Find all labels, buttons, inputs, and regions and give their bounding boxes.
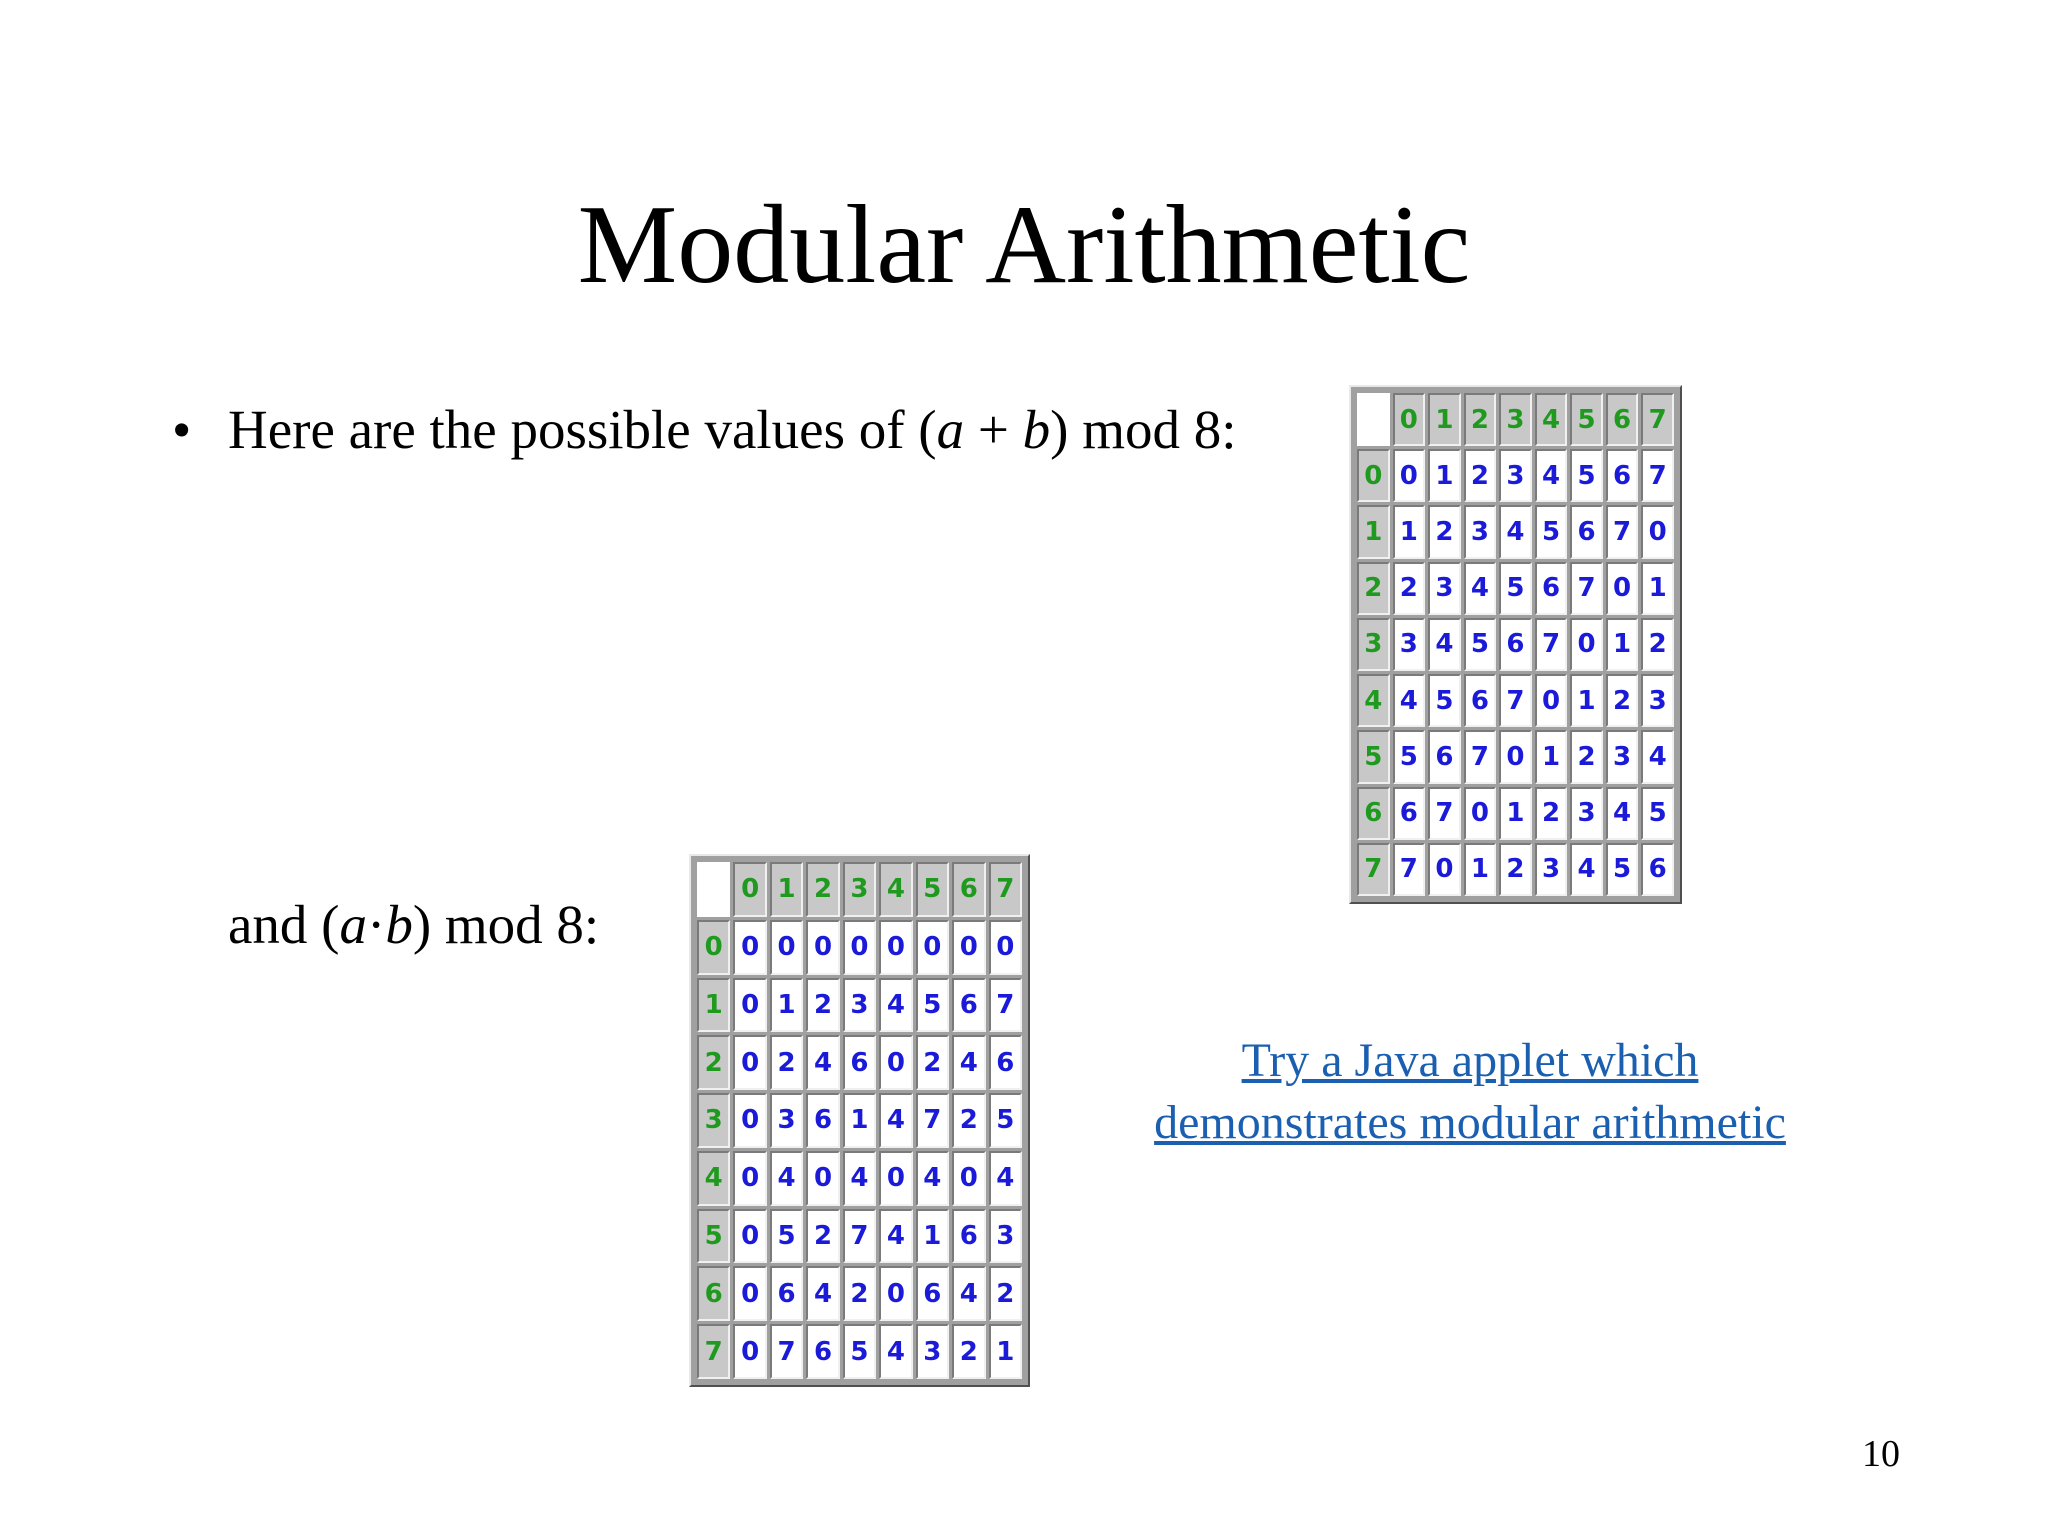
table-cell: 2 (843, 1266, 876, 1321)
table-cell: 1 (916, 1209, 949, 1264)
caption-suffix: ) mod 8: (412, 894, 600, 955)
table-cell: 7 (1570, 562, 1603, 615)
column-header: 2 (806, 862, 839, 917)
link-line-1: Try a Java applet which (1241, 1034, 1699, 1087)
row-header: 6 (1357, 787, 1390, 840)
table-cell: 0 (1641, 505, 1674, 558)
table-cell: 2 (806, 978, 839, 1033)
table-cell: 5 (1606, 843, 1639, 896)
table-row (697, 1035, 1022, 1090)
row-header: 5 (697, 1209, 730, 1264)
table-cell: 4 (1428, 618, 1461, 671)
table-cell: 4 (1535, 449, 1568, 502)
table-cell: 5 (770, 1209, 803, 1264)
table-cell: 3 (1393, 618, 1426, 671)
table-cell: 3 (1641, 674, 1674, 727)
table-cell: 7 (1428, 787, 1461, 840)
table-cell: 0 (733, 1266, 766, 1321)
table-cell: 5 (1428, 674, 1461, 727)
var-b: b (385, 894, 413, 955)
table-cell: 6 (1606, 449, 1639, 502)
table-cell: 0 (733, 1151, 766, 1206)
table-cell: 0 (1393, 449, 1426, 502)
column-header: 2 (1464, 393, 1497, 446)
table-cell: 3 (843, 978, 876, 1033)
table-cell: 1 (770, 978, 803, 1033)
table-cell: 6 (1641, 843, 1674, 896)
addition-grid (1354, 390, 1677, 899)
column-header: 1 (770, 862, 803, 917)
column-header: 6 (952, 862, 985, 917)
table-cell: 6 (1570, 505, 1603, 558)
table-cell: 2 (1464, 449, 1497, 502)
table-cell: 3 (1499, 449, 1532, 502)
table-cell: 4 (1464, 562, 1497, 615)
table-cell: 6 (952, 1209, 985, 1264)
table-row (1357, 843, 1674, 896)
corner-cell (697, 862, 730, 917)
table-cell: 2 (770, 1035, 803, 1090)
table-cell: 3 (1464, 505, 1497, 558)
row-header: 4 (697, 1151, 730, 1206)
table-cell: 1 (1641, 562, 1674, 615)
table-cell: 1 (989, 1324, 1023, 1379)
header-row (697, 862, 1022, 917)
column-header: 3 (843, 862, 876, 917)
addition-table (1349, 385, 1682, 904)
page-number: 10 (1862, 1433, 1900, 1475)
table-row (1357, 787, 1674, 840)
table-cell: 4 (879, 1093, 912, 1148)
table-cell: 7 (989, 978, 1023, 1033)
table-cell: 1 (1606, 618, 1639, 671)
caption-prefix: and ( (228, 894, 340, 955)
table-cell: 7 (843, 1209, 876, 1264)
table-cell: 1 (1393, 505, 1426, 558)
table-cell: 6 (843, 1035, 876, 1090)
table-cell: 3 (770, 1093, 803, 1148)
table-row (1357, 449, 1674, 502)
table-cell: 1 (1499, 787, 1532, 840)
table-cell: 2 (1535, 787, 1568, 840)
table-cell: 3 (1570, 787, 1603, 840)
table-cell: 0 (733, 1093, 766, 1148)
table-cell: 4 (1393, 674, 1426, 727)
dot-operator: · (366, 894, 386, 955)
row-header: 6 (697, 1266, 730, 1321)
table-cell: 0 (1606, 562, 1639, 615)
table-cell: 6 (916, 1266, 949, 1321)
table-cell: 0 (879, 1151, 912, 1206)
table-cell: 6 (770, 1266, 803, 1321)
table-cell: 0 (733, 978, 766, 1033)
table-cell: 0 (1428, 843, 1461, 896)
table-cell: 4 (952, 1266, 985, 1321)
row-header: 3 (697, 1093, 730, 1148)
table-cell: 4 (1570, 843, 1603, 896)
table-cell: 0 (806, 1151, 839, 1206)
table-cell: 0 (1570, 618, 1603, 671)
table-cell: 1 (1428, 449, 1461, 502)
multiplication-table (689, 854, 1030, 1387)
table-cell: 0 (879, 1035, 912, 1090)
row-header: 1 (697, 978, 730, 1033)
table-cell: 3 (1606, 730, 1639, 783)
table-cell: 0 (1464, 787, 1497, 840)
multiplication-grid (694, 859, 1025, 1382)
table-cell: 4 (879, 978, 912, 1033)
row-header: 7 (697, 1324, 730, 1379)
table-cell: 7 (770, 1324, 803, 1379)
table-cell: 4 (1499, 505, 1532, 558)
table-cell: 6 (1428, 730, 1461, 783)
table-cell: 0 (770, 920, 803, 975)
table-cell: 0 (733, 1035, 766, 1090)
row-header: 2 (697, 1035, 730, 1090)
table-cell: 2 (1570, 730, 1603, 783)
multiplication-caption (228, 890, 599, 960)
table-cell: 4 (1606, 787, 1639, 840)
table-row (1357, 730, 1674, 783)
row-header: 1 (1357, 505, 1390, 558)
var-b: b (1022, 399, 1051, 460)
table-cell: 3 (1535, 843, 1568, 896)
bullet-dot: • (172, 399, 192, 460)
table-cell: 2 (952, 1324, 985, 1379)
plus-operator: + (964, 399, 1023, 460)
row-header: 5 (1357, 730, 1390, 783)
table-cell: 2 (916, 1035, 949, 1090)
table-cell: 4 (843, 1151, 876, 1206)
table-cell: 4 (879, 1324, 912, 1379)
table-cell: 4 (806, 1266, 839, 1321)
table-row (1357, 618, 1674, 671)
table-cell: 5 (1535, 505, 1568, 558)
table-cell: 6 (1464, 674, 1497, 727)
table-cell: 0 (733, 1209, 766, 1264)
table-cell: 1 (1570, 674, 1603, 727)
table-cell: 4 (879, 1209, 912, 1264)
table-cell: 5 (843, 1324, 876, 1379)
table-cell: 7 (916, 1093, 949, 1148)
table-cell: 4 (989, 1151, 1023, 1206)
table-cell: 4 (1641, 730, 1674, 783)
table-cell: 0 (989, 920, 1023, 975)
table-row (697, 978, 1022, 1033)
corner-cell (1357, 393, 1390, 446)
table-cell: 6 (806, 1093, 839, 1148)
column-header: 0 (733, 862, 766, 917)
table-cell: 0 (733, 920, 766, 975)
table-cell: 7 (1464, 730, 1497, 783)
table-cell: 4 (916, 1151, 949, 1206)
column-header: 5 (916, 862, 949, 917)
header-row (1357, 393, 1674, 446)
table-cell: 6 (806, 1324, 839, 1379)
row-header: 3 (1357, 618, 1390, 671)
table-row (697, 1151, 1022, 1206)
table-row (697, 1266, 1022, 1321)
table-cell: 0 (1499, 730, 1532, 783)
table-row (697, 1209, 1022, 1264)
column-header: 7 (1641, 393, 1674, 446)
java-applet-link[interactable] (1154, 1034, 1786, 1149)
table-cell: 0 (916, 920, 949, 975)
row-header: 7 (1357, 843, 1390, 896)
table-cell: 5 (1499, 562, 1532, 615)
table-cell: 4 (952, 1035, 985, 1090)
table-cell: 5 (1570, 449, 1603, 502)
table-cell: 7 (1606, 505, 1639, 558)
table-cell: 4 (806, 1035, 839, 1090)
table-cell: 3 (916, 1324, 949, 1379)
bullet-prefix: Here are the possible values of ( (228, 399, 937, 460)
table-cell: 2 (1641, 618, 1674, 671)
table-cell: 6 (952, 978, 985, 1033)
var-a: a (936, 399, 965, 460)
table-cell: 7 (1499, 674, 1532, 727)
table-cell: 0 (806, 920, 839, 975)
column-header: 0 (1393, 393, 1426, 446)
table-cell: 1 (1464, 843, 1497, 896)
table-cell: 7 (1535, 618, 1568, 671)
slide-title: Modular Arithmetic (577, 183, 1471, 307)
table-cell: 2 (1606, 674, 1639, 727)
table-cell: 2 (1499, 843, 1532, 896)
bullet-addition (172, 395, 1327, 465)
column-header: 3 (1499, 393, 1532, 446)
table-cell: 2 (1393, 562, 1426, 615)
column-header: 7 (989, 862, 1023, 917)
column-header: 6 (1606, 393, 1639, 446)
table-cell: 6 (1535, 562, 1568, 615)
java-applet-link-block (1110, 1030, 1830, 1154)
table-cell: 5 (1641, 787, 1674, 840)
table-cell: 7 (1641, 449, 1674, 502)
table-row (1357, 674, 1674, 727)
table-cell: 5 (1393, 730, 1426, 783)
table-cell: 0 (952, 1151, 985, 1206)
table-cell: 0 (879, 920, 912, 975)
column-header: 4 (1535, 393, 1568, 446)
table-cell: 5 (916, 978, 949, 1033)
table-cell: 0 (843, 920, 876, 975)
table-cell: 2 (952, 1093, 985, 1148)
table-cell: 2 (989, 1266, 1023, 1321)
table-cell: 0 (952, 920, 985, 975)
var-a: a (339, 894, 367, 955)
row-header: 0 (697, 920, 730, 975)
table-row (697, 1093, 1022, 1148)
table-cell: 0 (879, 1266, 912, 1321)
table-cell: 6 (989, 1035, 1023, 1090)
table-cell: 0 (733, 1324, 766, 1379)
column-header: 5 (1570, 393, 1603, 446)
table-cell: 7 (1393, 843, 1426, 896)
column-header: 1 (1428, 393, 1461, 446)
table-cell: 6 (1393, 787, 1426, 840)
bullet-suffix: ) mod 8: (1050, 399, 1237, 460)
table-cell: 3 (989, 1209, 1023, 1264)
table-cell: 2 (806, 1209, 839, 1264)
table-cell: 1 (1535, 730, 1568, 783)
table-cell: 6 (1499, 618, 1532, 671)
column-header: 4 (879, 862, 912, 917)
table-cell: 2 (1428, 505, 1461, 558)
table-row (1357, 562, 1674, 615)
table-cell: 5 (989, 1093, 1023, 1148)
table-cell: 4 (770, 1151, 803, 1206)
table-cell: 0 (1535, 674, 1568, 727)
link-line-2: demonstrates modular arithmetic (1154, 1096, 1786, 1149)
table-cell: 3 (1428, 562, 1461, 615)
row-header: 4 (1357, 674, 1390, 727)
table-cell: 5 (1464, 618, 1497, 671)
table-row (697, 920, 1022, 975)
row-header: 2 (1357, 562, 1390, 615)
table-row (697, 1324, 1022, 1379)
table-row (1357, 505, 1674, 558)
row-header: 0 (1357, 449, 1390, 502)
table-cell: 1 (843, 1093, 876, 1148)
